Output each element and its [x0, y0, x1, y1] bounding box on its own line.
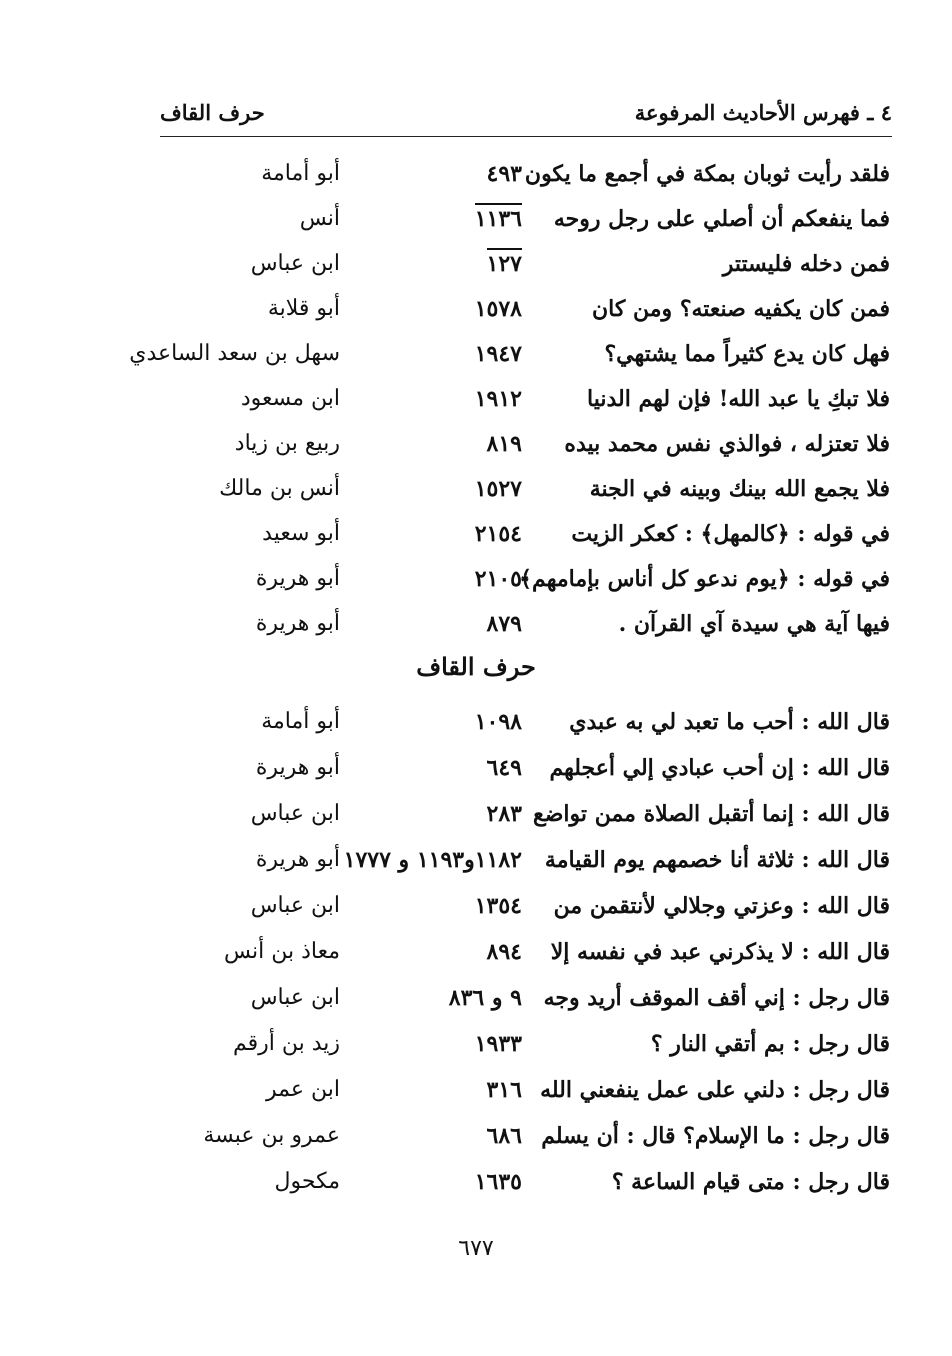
- hadith-incipit: فلقد رأيت ثوبان بمكة في أجمع ما يكون: [524, 161, 890, 187]
- index-entry-row: [0, 1022, 952, 1066]
- hadith-number: ٢٨٣: [486, 801, 522, 827]
- narrator-name: ابن عباس: [250, 801, 340, 826]
- narrator-name: عمرو بن عبسة: [203, 1123, 340, 1148]
- narrator-name: ابن عباس: [250, 251, 340, 276]
- hadith-number: ١٩١٢: [474, 386, 522, 412]
- page-number: ٦٧٧: [458, 1236, 494, 1261]
- hadith-number: ١٢٧: [342, 242, 522, 286]
- index-entry-row: [0, 1114, 952, 1158]
- index-entry-row: [0, 287, 952, 331]
- index-entry-row: [0, 884, 952, 928]
- index-entry-row: [0, 467, 952, 511]
- hadith-number: ١٥٧٨: [474, 296, 522, 322]
- hadith-number: ٢١٠٥: [474, 566, 522, 592]
- index-entry-row: [0, 557, 952, 601]
- hadith-number: ٦٤٩: [486, 755, 522, 781]
- hadith-number: ٣١٦: [486, 1077, 522, 1103]
- narrator-name: أبو أمامة: [261, 709, 340, 734]
- header-index-title: ٤ ـ فهرس الأحاديث المرفوعة: [634, 100, 892, 125]
- hadith-incipit: قال رجل : إني أقف الموقف أريد وجه: [543, 985, 890, 1011]
- narrator-name: أبو قلابة: [267, 296, 340, 321]
- hadith-incipit: فيها آية هي سيدة آي القرآن .: [618, 611, 890, 637]
- index-entry-row: [0, 242, 952, 286]
- index-entry-row: [0, 197, 952, 241]
- narrator-name: أبو هريرة: [255, 847, 340, 872]
- narrator-name: ابن عمر: [266, 1077, 340, 1102]
- hadith-number: ١٥٢٧: [474, 476, 522, 502]
- narrator-name: أنس بن مالك: [219, 476, 340, 501]
- hadith-number: ٩ و ٨٣٦: [448, 985, 522, 1011]
- hadith-incipit: فلا تبكِ يا عبد الله! فإن لهم الدنيا: [587, 386, 890, 412]
- index-entry-row: [0, 700, 952, 744]
- narrator-name: ابن عباس: [250, 893, 340, 918]
- narrator-name: أبو هريرة: [255, 755, 340, 780]
- header-section-title: حرف القاف: [160, 100, 265, 125]
- hadith-number: ١١٨٢و١١٩٣ و ١٧٧٧: [343, 847, 522, 873]
- narrator-name: مكحول: [274, 1169, 340, 1194]
- narrator-name: زيد بن أرقم: [232, 1031, 340, 1056]
- hadith-number: ٨٩٤: [486, 939, 522, 965]
- hadith-incipit: قال الله : إنما أتقبل الصلاة ممن تواضع: [533, 801, 890, 827]
- hadith-incipit: قال الله : لا يذكرني عبد في نفسه إلا: [550, 939, 890, 965]
- hadith-incipit: في قوله : ﴿يوم ندعو كل أناس بإمامهم﴾: [519, 566, 890, 592]
- section-title: حرف القاف: [416, 652, 536, 681]
- index-entry-row: [0, 746, 952, 790]
- hadith-number: ١١٣٦: [342, 197, 522, 241]
- index-entry-row: [0, 930, 952, 974]
- header-rule: [160, 136, 892, 137]
- narrator-name: سهل بن سعد الساعدي: [129, 341, 340, 366]
- index-entry-row: [0, 332, 952, 376]
- narrator-name: ابن عباس: [250, 985, 340, 1010]
- narrator-name: أبو سعيد: [262, 521, 340, 546]
- index-entry-row: [0, 602, 952, 646]
- hadith-incipit: فلا تعتزله ، فوالذي نفس محمد بيده: [564, 431, 890, 457]
- hadith-number: ٨٧٩: [486, 611, 522, 637]
- hadith-number: ١٠٩٨: [474, 709, 522, 735]
- narrator-name: ربيع بن زياد: [234, 431, 340, 456]
- hadith-number: ١٣٥٤: [474, 893, 522, 919]
- hadith-incipit: قال الله : إن أحب عبادي إلي أعجلهم: [549, 755, 890, 781]
- hadith-incipit: فمن كان يكفيه صنعته؟ ومن كان: [592, 296, 890, 322]
- hadith-incipit: قال رجل : متى قيام الساعة ؟: [611, 1169, 890, 1195]
- hadith-incipit: قال رجل : ما الإسلام؟ قال : أن يسلم: [541, 1123, 890, 1149]
- hadith-incipit: في قوله : ﴿كالمهل﴾ : كعكر الزيت: [571, 521, 890, 547]
- hadith-incipit: قال الله : ثلاثة أنا خصمهم يوم القيامة: [544, 847, 890, 873]
- narrator-name: أبو أمامة: [261, 161, 340, 186]
- running-head: [160, 100, 892, 134]
- index-entry-row: [0, 838, 952, 882]
- hadith-incipit: فلا يجمع الله بينك وبينه في الجنة: [589, 476, 890, 502]
- hadith-number: ٢١٥٤: [474, 521, 522, 547]
- narrator-name: أنس: [299, 206, 340, 231]
- hadith-incipit: قال رجل : دلني على عمل ينفعني الله: [540, 1077, 890, 1103]
- index-entry-row: [0, 976, 952, 1020]
- hadith-incipit: قال الله : أحب ما تعبد لي به عبدي: [569, 709, 890, 735]
- hadith-incipit: قال رجل : بم أتقي النار ؟: [650, 1031, 890, 1057]
- narrator-name: أبو هريرة: [255, 611, 340, 636]
- hadith-number: ٨١٩: [486, 431, 522, 457]
- hadith-incipit: فمن دخله فليستتر: [722, 251, 890, 277]
- index-entry-row: [0, 512, 952, 556]
- index-entry-row: [0, 377, 952, 421]
- hadith-number: ١٩٣٣: [474, 1031, 522, 1057]
- hadith-incipit: فما ينفعكم أن أصلي على رجل روحه: [553, 206, 890, 232]
- index-entry-row: [0, 1160, 952, 1204]
- hadith-number: ٦٨٦: [486, 1123, 522, 1149]
- narrator-name: ابن مسعود: [240, 386, 340, 411]
- hadith-number: ١٩٤٧: [474, 341, 522, 367]
- hadith-incipit: فهل كان يدع كثيراً مما يشتهي؟: [604, 341, 890, 367]
- index-entry-row: [0, 1068, 952, 1112]
- index-entry-row: [0, 422, 952, 466]
- index-entry-row: [0, 152, 952, 196]
- narrator-name: معاذ بن أنس: [223, 939, 340, 964]
- narrator-name: أبو هريرة: [255, 566, 340, 591]
- hadith-incipit: قال الله : وعزتي وجلالي لأنتقمن من: [553, 893, 890, 919]
- hadith-number: ٤٩٣: [486, 161, 522, 187]
- hadith-number: ١٦٣٥: [474, 1169, 522, 1195]
- index-entry-row: [0, 792, 952, 836]
